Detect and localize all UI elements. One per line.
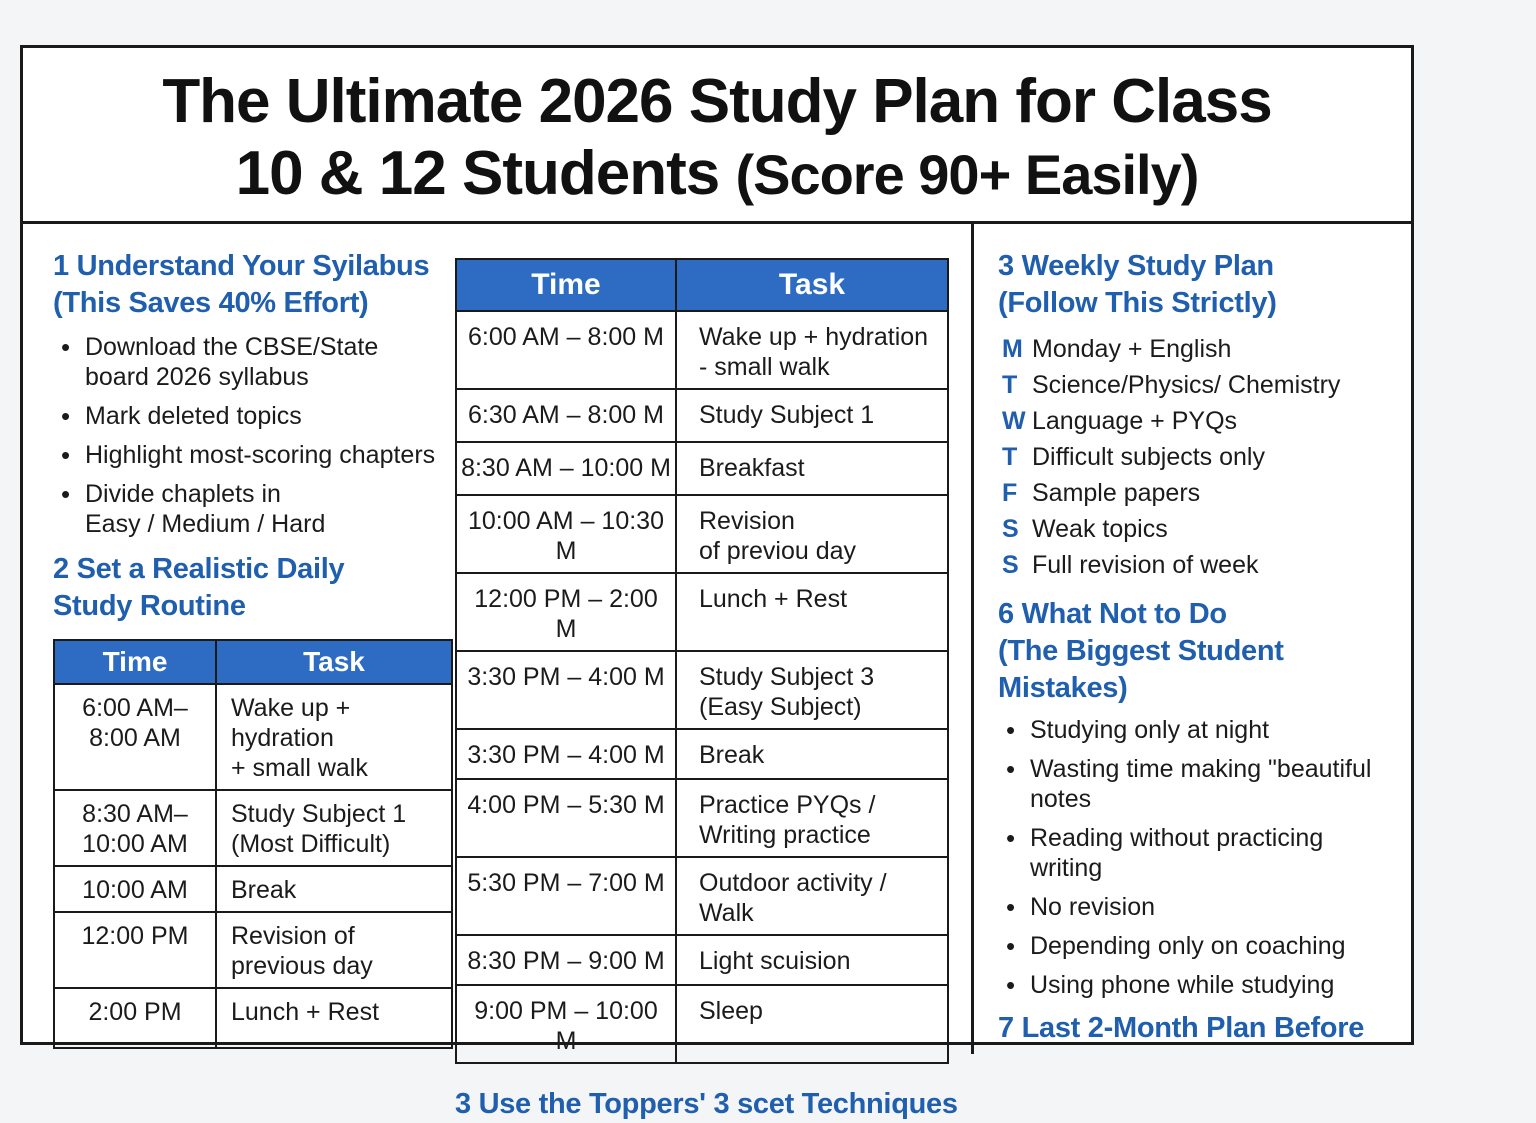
bullet-item: [998, 715, 1403, 745]
schedule-table: [455, 258, 949, 1064]
page-title-line-1: The Ultimate 2026 Study Plan for Class: [162, 67, 1272, 136]
mistakes-bullet-list: [998, 715, 1403, 1000]
table-row: [456, 729, 948, 779]
task-cell: [676, 442, 948, 495]
table-row: [456, 389, 948, 442]
section-2-heading-line-1: 2 Set a Realistic Daily: [53, 553, 345, 585]
time-cell: 3:30 PM – 4:00 M: [456, 729, 676, 779]
bullet-item: [998, 754, 1403, 814]
day-letter: W: [1002, 407, 1026, 435]
table-row: [54, 866, 452, 912]
table-row: [54, 988, 452, 1048]
day-letter: T: [1002, 443, 1018, 471]
time-cell: 9:00 PM – 10:00 M: [456, 985, 676, 1063]
time-text: 10:00 AM: [82, 830, 188, 858]
task-cell: [676, 389, 948, 442]
section-6-heading-line-1: 6 What Not to Do: [998, 598, 1227, 630]
weekly-plan-list: [998, 334, 1403, 580]
title-paren: (Score 90+ Easily): [735, 143, 1199, 206]
day-text: Full revision of week: [1032, 551, 1259, 579]
section-1-heading: [53, 248, 453, 322]
task-cell: [676, 985, 948, 1063]
bullet-text: • Wasting time making "beautiful: [1030, 755, 1372, 783]
day-letter: S: [1002, 551, 1019, 579]
task-cell: [216, 988, 452, 1048]
time-cell: [54, 790, 216, 866]
middle-column: [455, 258, 958, 1123]
bullet-item: [998, 892, 1403, 922]
task-cell: [216, 790, 452, 866]
table-row: [456, 935, 948, 985]
time-text: 10:00 AM: [82, 876, 188, 904]
bullet-text: • Depending only on coaching: [1030, 932, 1346, 960]
table-row: [456, 573, 948, 651]
section-6-heading-line-2: (The Biggest Student Mistakes): [998, 635, 1284, 704]
time-cell: [54, 988, 216, 1048]
bullet-item: [998, 970, 1403, 1000]
column-divider: [971, 224, 974, 1054]
table-row: [54, 684, 452, 790]
task-cell: [216, 866, 452, 912]
table-header-time: Time: [456, 259, 676, 311]
task-text: - small walk: [699, 353, 830, 381]
weekly-plan-heading-line-2: (Follow This Strictly): [998, 287, 1277, 319]
bullet-item: [998, 823, 1403, 883]
infographic-sheet: [20, 45, 1414, 1120]
section-2-heading: [53, 551, 453, 625]
day-text: Language + PYQs: [1032, 407, 1238, 435]
table-header-task: Task: [676, 259, 948, 311]
task-text: Study Subject 1: [231, 800, 407, 828]
section-1-heading-line-2: (This Saves 40% Effort): [53, 287, 369, 319]
task-cell: [676, 857, 948, 935]
table-header-time: Time: [54, 640, 216, 684]
time-cell: 10:00 AM – 10:30 M: [456, 495, 676, 573]
syllabus-bullet-list: [53, 332, 453, 539]
bullet-text: • Studying only at night: [1030, 716, 1270, 744]
task-text: Revision: [699, 507, 795, 535]
task-text: Breakfast: [699, 454, 805, 482]
table-header-task: Task: [216, 640, 452, 684]
section-7-heading: 7 Last 2-Month Plan Before: [998, 1012, 1365, 1044]
table-row: [456, 985, 948, 1063]
day-letter: M: [1002, 335, 1023, 363]
task-cell: [676, 935, 948, 985]
bullet-item: [53, 401, 453, 431]
bullet-text: • Divide chaplets in: [85, 480, 281, 508]
right-column: [998, 248, 1403, 1047]
bullet-item: [998, 931, 1403, 961]
time-cell: [54, 866, 216, 912]
time-cell: 5:30 PM – 7:00 M: [456, 857, 676, 935]
task-text: hydration: [231, 724, 334, 752]
task-text: + small walk: [231, 754, 368, 782]
task-text: Writing practice: [699, 821, 871, 849]
bullet-text: • Reading without practicing: [1030, 824, 1324, 852]
week-day-row: [998, 442, 1403, 472]
bullet-item: [53, 332, 453, 392]
time-cell: 8:30 PM – 9:00 M: [456, 935, 676, 985]
task-text: (Easy Subject): [699, 693, 862, 721]
task-text: Wake up +: [231, 694, 351, 722]
week-day-row: [998, 550, 1403, 580]
bullet-text: • Mark deleted topics: [85, 402, 302, 430]
task-text: Lunch + Rest: [699, 585, 848, 613]
table-row: [54, 790, 452, 866]
day-letter: F: [1002, 479, 1018, 507]
week-day-row: [998, 334, 1403, 364]
table-row: [456, 442, 948, 495]
table-row: [456, 311, 948, 389]
day-letter: S: [1002, 515, 1019, 543]
bullet-text: board 2026 syllabus: [85, 363, 309, 391]
day-text: Difficult subjects only: [1032, 443, 1265, 471]
time-text: 12:00 PM: [81, 922, 189, 950]
time-text: 2:00 PM: [88, 998, 182, 1026]
task-text: Break: [699, 741, 765, 769]
task-text: Sleep: [699, 997, 763, 1025]
bullet-text: writing: [1030, 854, 1103, 882]
day-text: Science/Physics/ Chemistry: [1032, 371, 1341, 399]
day-text: Weak topics: [1032, 515, 1168, 543]
task-text: Study Subject 1: [699, 401, 875, 429]
task-cell: [676, 651, 948, 729]
task-text: Practice PYQs /: [699, 791, 876, 819]
task-text: Outdoor activity /: [699, 869, 887, 897]
day-text: Sample papers: [1032, 479, 1201, 507]
task-cell: [676, 311, 948, 389]
left-column: [53, 248, 453, 1049]
time-cell: [54, 684, 216, 790]
table-row: [456, 857, 948, 935]
task-cell: [676, 779, 948, 857]
task-text: Break: [231, 876, 297, 904]
title-main: 10 & 12 Students: [235, 139, 720, 208]
time-cell: 12:00 PM – 2:00 M: [456, 573, 676, 651]
table-row: [456, 495, 948, 573]
task-cell: [676, 573, 948, 651]
task-text: (Most Difficult): [231, 830, 391, 858]
time-cell: 6:30 AM – 8:00 M: [456, 389, 676, 442]
daily-routine-table: [53, 639, 453, 1049]
task-cell: [676, 495, 948, 573]
bullet-text: • No revision: [1030, 893, 1156, 921]
week-day-row: [998, 406, 1403, 436]
bullet-text: Easy / Medium / Hard: [85, 510, 326, 538]
week-day-row: [998, 478, 1403, 508]
task-cell: [676, 729, 948, 779]
time-cell: 8:30 AM – 10:00 M: [456, 442, 676, 495]
day-text: Monday + English: [1032, 335, 1232, 363]
section-3-techniques-heading: 3 Use the Toppers' 3 scet Techniques: [455, 1088, 958, 1120]
task-text: Lunch + Rest: [231, 998, 380, 1026]
week-day-row: [998, 514, 1403, 544]
day-letter: T: [1002, 371, 1018, 399]
task-text: previous day: [231, 952, 373, 980]
section-2-heading-line-2: Study Routine: [53, 590, 246, 622]
task-cell: [216, 684, 452, 790]
time-text: 6:00 AM–: [82, 694, 188, 722]
time-cell: [54, 912, 216, 988]
table-row: [456, 779, 948, 857]
weekly-plan-heading-line-1: 3 Weekly Study Plan: [998, 250, 1274, 282]
time-cell: 3:30 PM – 4:00 M: [456, 651, 676, 729]
bullet-text: • Highlight most-scoring chapters: [85, 441, 436, 469]
task-text: Revision of: [231, 922, 355, 950]
time-text: 8:00 AM: [89, 724, 181, 752]
task-text: Study Subject 3: [699, 663, 875, 691]
page-title-line-2: [23, 138, 1411, 211]
table-row: [456, 651, 948, 729]
title-box: [23, 48, 1411, 224]
time-text: 8:30 AM–: [82, 800, 188, 828]
task-text: Walk: [699, 899, 754, 927]
table-row: [54, 912, 452, 988]
section-1-heading-line-1: 1 Understand Your Syilabus: [53, 250, 430, 282]
section-6-heading: [998, 596, 1403, 707]
bullet-text: • Download the CBSE/State: [85, 333, 379, 361]
time-cell: 4:00 PM – 5:30 M: [456, 779, 676, 857]
bullet-item: [53, 479, 453, 539]
task-text: Wake up + hydration: [699, 323, 929, 351]
week-day-row: [998, 370, 1403, 400]
task-text: of previou day: [699, 537, 857, 565]
bullet-item: [53, 440, 453, 470]
bullet-text: notes: [1030, 785, 1092, 813]
time-cell: 6:00 AM – 8:00 M: [456, 311, 676, 389]
task-text: Light scuision: [699, 947, 851, 975]
task-cell: [216, 912, 452, 988]
bullet-text: • Using phone while studying: [1030, 971, 1335, 999]
weekly-plan-heading: [998, 248, 1403, 322]
